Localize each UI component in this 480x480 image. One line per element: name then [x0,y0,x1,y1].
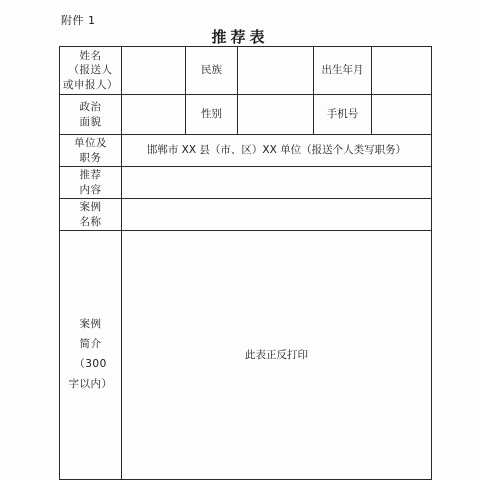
case-intro-label: 案例 简介 （300 字以内） [60,231,122,480]
gender-field[interactable] [238,95,314,135]
ethnicity-field[interactable] [238,47,314,95]
politics-field[interactable] [122,95,186,135]
case-name-field[interactable] [122,199,432,231]
case-name-label: 案例 名称 [60,199,122,231]
attachment-label: 附件 1 [61,14,96,27]
gender-label: 性别 [186,95,238,135]
recommendation-form-table [59,46,432,480]
politics-label: 政治 面貌 [60,95,122,135]
print-note: 此表正反打印 [245,348,308,361]
name-label: 姓名 （报送人 或申报人） [60,47,122,95]
recommend-field[interactable] [122,167,432,199]
form-row-politics [60,95,432,135]
ethnicity-label: 民族 [186,47,238,95]
form-row-recommend [60,167,432,199]
case-intro-field[interactable] [122,231,432,480]
page-title: 推荐表 [211,28,269,46]
name-field[interactable] [122,47,186,95]
unit-field[interactable]: 邯郸市 XX 县（市、区）XX 单位（报送个人类写职务） [122,135,432,167]
form-row-unit [60,135,432,167]
form-row-case-intro [60,231,432,480]
phone-field[interactable] [372,95,432,135]
form-row-case-name [60,199,432,231]
recommend-label: 推荐 内容 [60,167,122,199]
unit-label: 单位及 职务 [60,135,122,167]
birth-field[interactable] [372,47,432,95]
birth-label: 出生年月 [314,47,372,95]
form-row-name [60,47,432,95]
phone-label: 手机号 [314,95,372,135]
